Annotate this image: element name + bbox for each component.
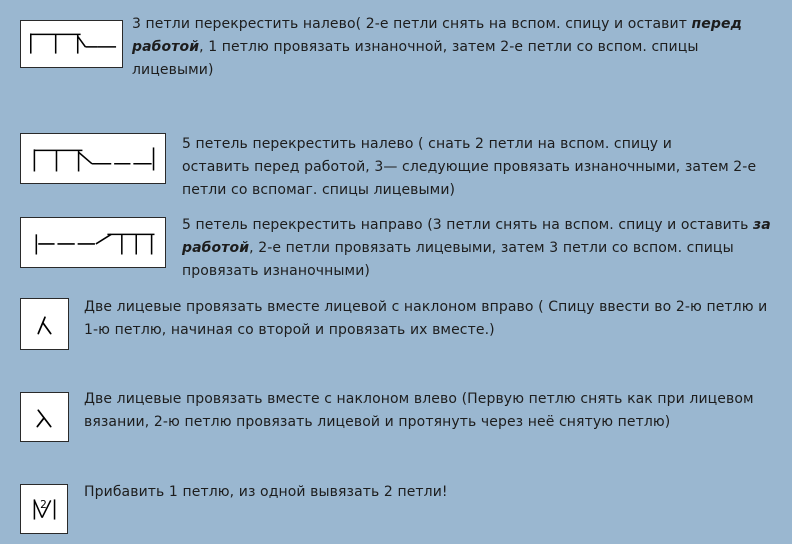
increase-1-to-2-symbol xyxy=(20,484,68,534)
k2tog-right-description: Две лицевые провязать вместе лицевой с наклоном вправо ( Спицу ввести во 2-ю петлю и 1-ю петлю, начиная со второй и провязать их вместе.) xyxy=(84,299,768,338)
k2tog-left-description: Две лицевые провязать вместе с наклоном влево (Первую петлю снять как при лицевом вязании, 2-ю петлю провязать лицевой и протянуть через неё снятую петлю) xyxy=(84,391,754,430)
cable-5-right-icon xyxy=(21,218,165,267)
k2tog-left-slant-symbol xyxy=(20,392,69,442)
cable-5-left-icon xyxy=(21,134,165,183)
cable-3-left-description: 3 петли перекрестить налево( 2-е петли снять на вспом. спицу и оставит перед работой, 1 петлю провязать изнаночной, затем 2-е петли со вспом. спицы лицевыми) xyxy=(132,16,743,78)
k2tog-right-slant-icon xyxy=(21,299,68,349)
cable-5-left-description: 5 петель перекрестить налево ( снать 2 петли на вспом. спицу и оставить перед работой, 3— следующие провязать изнаночными, затем 2-е петли со вспомаг. спицы лицевыми) xyxy=(182,136,757,198)
cable-3-left-icon xyxy=(21,21,122,67)
cable-5-right-description: 5 петель перекрестить направо (3 петли снять на вспом. спицу и оставить за работой, 2-е петли провязать лицевыми, затем 3 петли со вспом. спицы провязать изнаночными) xyxy=(182,217,771,279)
k2tog-right-slant-symbol xyxy=(20,298,69,350)
increase-1-to-2-icon xyxy=(21,485,67,533)
k2tog-left-slant-icon xyxy=(21,393,68,441)
cable-5-right-symbol xyxy=(20,217,166,268)
increase-description: Прибавить 1 петлю, из одной вывязать 2 петли! xyxy=(84,484,448,500)
increase-count-label: 2 xyxy=(40,499,47,512)
cable-5-left-symbol xyxy=(20,133,166,184)
cable-3-left-symbol xyxy=(20,20,123,68)
